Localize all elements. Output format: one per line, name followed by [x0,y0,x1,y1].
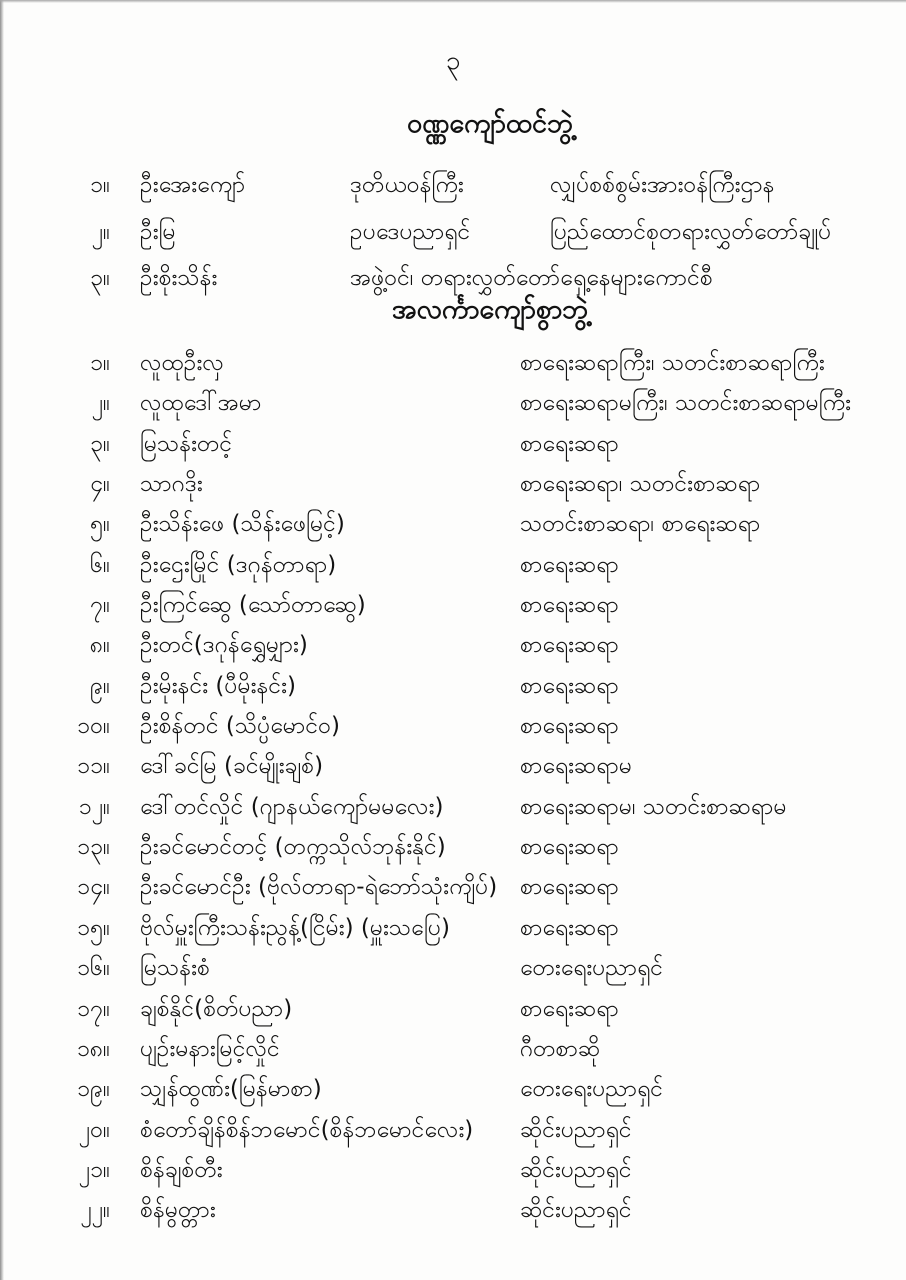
entry-role: သတင်းစာဆရာ၊ စာရေးဆရာ [520,511,761,538]
entry-position: အဖွဲ့ဝင်၊ တရားလွှတ်တော်ရှေ့နေများကောင်စီ [350,265,713,291]
entry-name: ဦးစိန်တင် (သိပ္ပံမောင်ဝ) [140,713,340,740]
entry-name: ပျဉ်းမနားမြင့်လှိုင် [140,1035,280,1062]
entry-name: ဗိုလ်မှူးကြီးသန်းညွန့်(ငြိမ်း) (မှူးသပြေ) [140,914,450,941]
entry-role: စာရေးဆရာ [520,914,619,941]
entry-position: ဥပဒေပညာရှင် [350,218,471,245]
entry-number: ၅။ [90,511,110,538]
entry-number: ၃။ [90,430,110,457]
entry-role: စာရေးဆရာမ [520,753,632,780]
list-item [0,509,906,549]
entry-role: စာရေးဆရာ [520,632,619,659]
list-item [0,217,906,264]
entry-name: ဦးအေးကျော် [140,172,246,198]
entry-number: ၁၆။ [77,955,110,982]
entry-number: ၁၃။ [77,834,110,861]
entry-role: စာရေးဆရာ [520,874,619,901]
list-item [0,388,906,428]
entry-role: စာရေးဆရာမ၊ သတင်းစာဆရာမ [520,793,787,820]
entry-name: ဦးမြ [140,218,176,245]
list-item [0,1074,906,1114]
entry-role: စာရေးဆရာ [520,672,619,699]
entry-number: ၁၇။ [77,995,110,1022]
entry-number: ၁၈။ [76,1035,110,1062]
list-item [0,469,906,509]
entry-name: ဦးကြင်ဆွေ (သော်တာဆွေ) [140,592,366,619]
entry-number: ၁၀။ [77,713,110,740]
entry-number: ၂၀။ [78,1116,110,1143]
entry-name: မြသန်းစံ [140,955,210,982]
list-item [0,1115,906,1155]
entry-role: ဆိုင်းပညာရှင် [520,1116,632,1143]
entry-name: ဦးတင်(ဒဂုန်ရွှေမျှား) [140,632,308,659]
entry-name: လူထုဦးလှ [140,350,224,376]
entry-number: ၁၉။ [77,1076,110,1103]
entry-name: ဦးမိုးနင်း (ပီမိုးနင်း) [140,672,296,699]
entry-role: စာရေးဆရာ၊ သတင်းစာဆရာ [520,471,761,498]
entry-role: ဂီတစာဆို [520,1035,601,1062]
entry-role: စာရေးဆရာ [520,834,619,861]
list-item [0,671,906,711]
entry-name: ဦးဌေးမြိုင် (ဒဂုန်တာရာ) [140,551,337,578]
list-item [0,1195,906,1235]
entry-position: ဒုတိယဝန်ကြီး [350,172,464,198]
entry-role: စာရေးဆရာကြီး၊ သတင်းစာဆရာကြီး [520,350,825,376]
list-item [0,953,906,993]
entry-role: စာရေးဆရာ [520,713,619,740]
entry-number: ၄။ [90,471,110,498]
list-item [0,590,906,630]
list-item [0,711,906,751]
entry-name: စိန်ချစ်တီး [140,1156,223,1183]
entry-name: စံတော်ချိန်စိန်ဘမောင်(စိန်ဘမောင်လေး) [140,1116,474,1143]
entry-number: ၂။ [91,218,110,245]
entry-number: ၆။ [90,551,110,578]
list-item [0,913,906,953]
entry-number: ၃။ [90,265,110,291]
entry-role: စာရေးဆရာ [520,551,619,578]
entry-number: ၂။ [91,390,110,417]
entry-name: သျှန်ထွဏ်း(မြန်မာစာ) [140,1076,322,1103]
list-item [0,872,906,912]
entry-name: ဦးခင်မောင်တင့် (တက္ကသိုလ်ဘုန်းနိုင်) [140,834,446,861]
section-title-wunna-kyawhtin: ဝဏ္ဏကျော်ထင်ဘွဲ့ [407,108,573,139]
entry-number: ၁၄။ [77,874,110,901]
entry-organization: လျှပ်စစ်စွမ်းအားဝန်ကြီးဌာန [550,172,775,198]
entry-name: ဦးစိုးသိန်း [140,265,218,291]
list-item [0,348,906,388]
entry-number: ၁၂။ [78,793,110,820]
list-item [0,1155,906,1195]
entry-name: ဦးသိန်းဖေ (သိန်းဖေမြင့်) [140,511,345,538]
section-title-alinka-kyawswa: အလင်္ကာကျော်စွာဘွဲ့ [391,294,589,325]
list-item [0,429,906,469]
entry-number: ၁။ [90,350,110,376]
list-item [0,1034,906,1074]
entry-name: မြသန်းတင့် [140,430,233,457]
entry-name: သာဂဒိုး [140,471,203,498]
scan-edge-top [0,0,906,3]
entry-organization: ပြည်ထောင်စုတရားလွှတ်တော်ချုပ် [550,218,832,245]
entry-role: တေးရေးပညာရှင် [520,955,664,982]
list-item [0,994,906,1034]
entry-role: ဆိုင်းပညာရှင် [520,1156,632,1183]
list-item [0,832,906,872]
entry-role: တေးရေးပညာရှင် [520,1076,664,1103]
entry-number: ၁။ [90,172,110,198]
honors-list [0,170,906,310]
entry-name: လူထုဒေါ်အမာ [140,390,262,417]
entry-number: ၇။ [90,592,110,619]
entry-role: စာရေးဆရာ [520,995,619,1022]
entry-name: ဒေါ်တင်လှိုင် (ဂျာနယ်ကျော်မမလေး) [140,793,444,820]
entry-role: စာရေးဆရာ [520,592,619,619]
list-item [0,630,906,670]
entry-name: ဦးခင်မောင်ဦး (ဗိုလ်တာရာ-ရဲဘော်သုံးကျိပ်) [140,874,498,901]
entry-number: ၂၁။ [78,1156,110,1183]
entry-role: စာရေးဆရာမကြီး၊ သတင်းစာဆရာမကြီး [520,390,851,417]
entry-number: ၈။ [89,632,110,659]
list-item [0,751,906,791]
entry-name: စိန်မွတ္တား [140,1197,216,1224]
entry-number: ၂၂။ [80,1197,110,1224]
entry-number: ၁၅။ [77,914,110,941]
entry-name: ချစ်နိုင်(စိတ်ပညာ) [140,995,293,1022]
list-item [0,170,906,217]
entry-number: ၁၁။ [77,753,110,780]
page-number: ၃ [445,46,461,76]
entry-role: ဆိုင်းပညာရှင် [520,1197,632,1224]
list-item [0,550,906,590]
list-item [0,792,906,832]
entry-number: ၉။ [90,672,110,699]
literary-list [0,348,906,1236]
entry-name: ဒေါ်ခင်မြ (ခင်မျိုးချစ်) [140,753,324,780]
entry-role: စာရေးဆရာ [520,430,619,457]
